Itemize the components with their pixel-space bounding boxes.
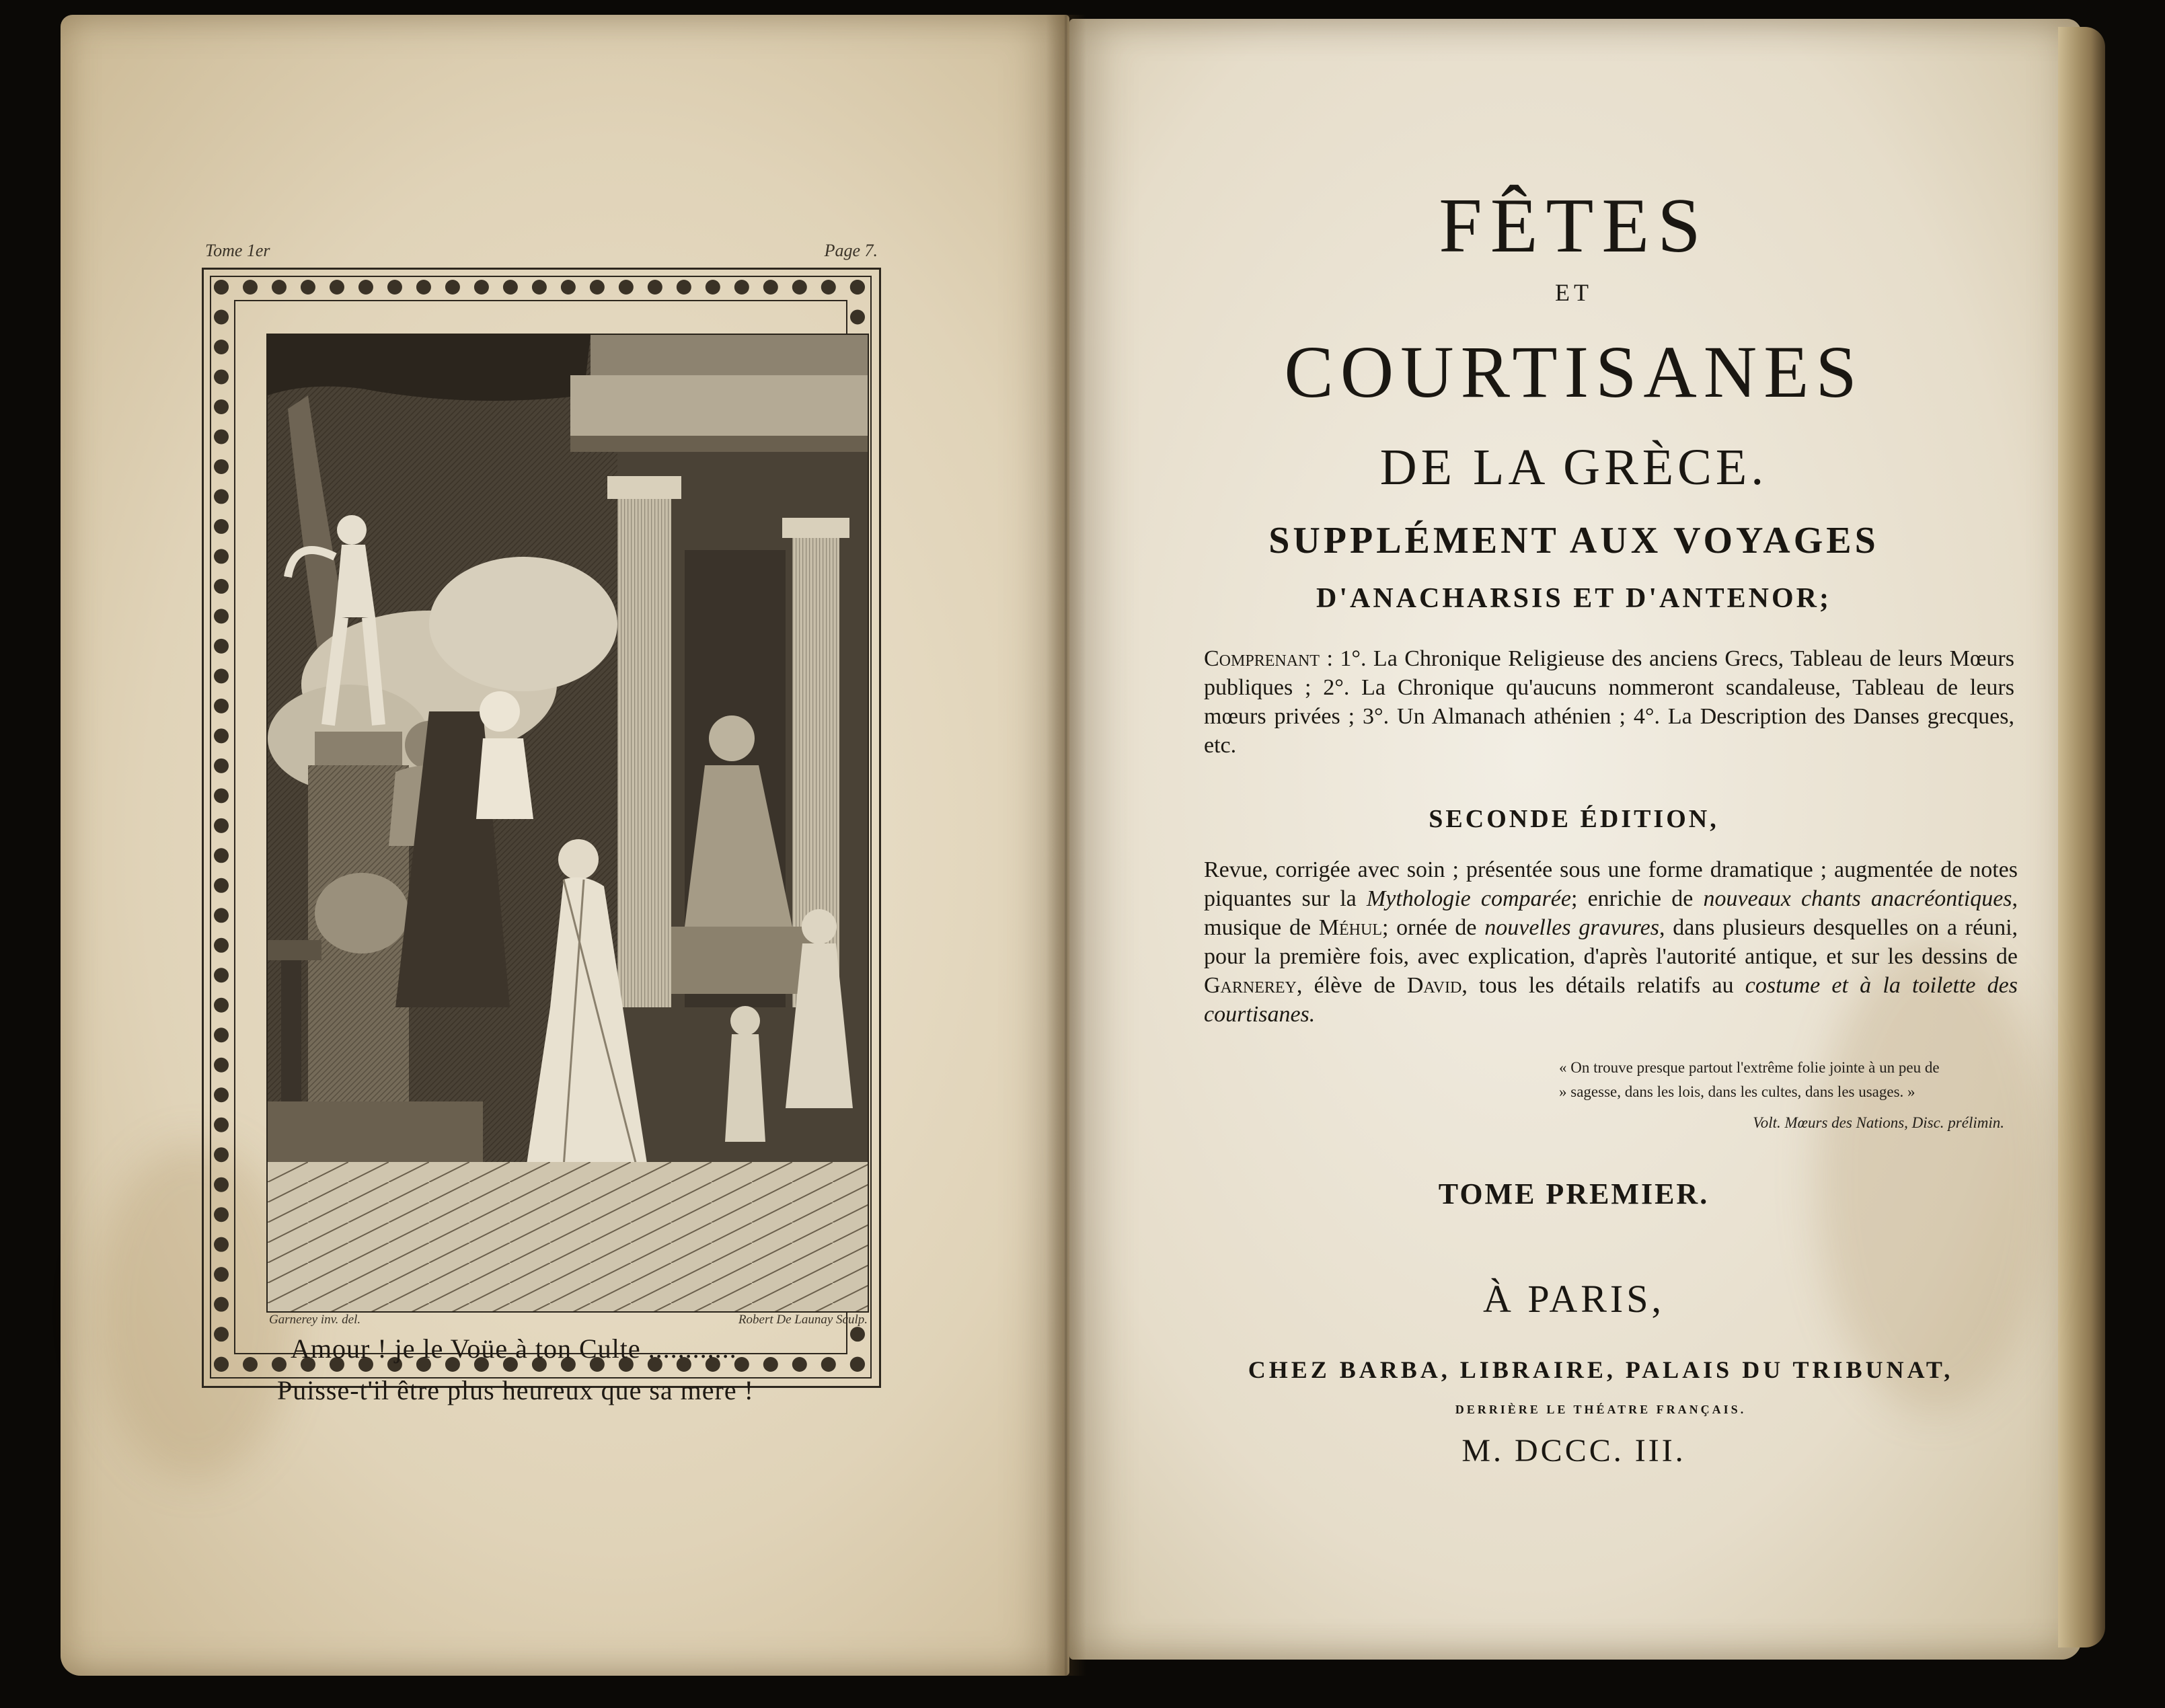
contents-paragraph: [1204, 644, 2014, 760]
artist-name: Garnerey: [1204, 973, 1297, 998]
revision-text: , tous les détails relatifs au: [1461, 973, 1734, 998]
revision-italic: nouveaux chants anacréontiques: [1703, 886, 2012, 911]
revision-italic: Mythologie comparée: [1366, 886, 1571, 911]
plate-caption-line-2: Puisse-t'il être plus heureux que sa mere !: [277, 1375, 754, 1405]
comprenant-text: 1°. La Chronique Religieuse des anciens Grecs, Tableau de leurs Mœurs publiques ; 2°. La Chronique qu'aucuns nommeront scandaleuse, Tableau de leurs mœurs privées ; 3°. Un Almanach athénien ; 4°. La Description des Danses grecques, etc.: [1204, 646, 2014, 758]
revision-text: ; enrichie de: [1570, 886, 1694, 911]
book-gutter: [1046, 15, 1086, 1676]
revision-text: ; ornée de: [1382, 915, 1477, 940]
title-fetes: FÊTES: [1439, 183, 1709, 269]
master-name: David: [1406, 973, 1462, 998]
edition-label: SECONDE ÉDITION,: [1429, 805, 1719, 833]
engraving-engraver-credit: Robert De Launay Sculp.: [738, 1313, 868, 1327]
revision-text: , élève de: [1296, 973, 1396, 998]
revision-text: Revue, corrigée avec soin ; présentée sous une forme dramatique ; augmentée de notes piquantes sur la: [1204, 857, 2018, 911]
revision-italic: costume et à la toilette des courtisanes.: [1204, 973, 2018, 1027]
plate-tome-label: Tome 1er: [205, 241, 270, 260]
subtitle-supplement: SUPPLÉMENT AUX VOYAGES: [1268, 520, 1879, 561]
title-et: ET: [1555, 279, 1593, 306]
revision-text: , musique de: [1204, 886, 2018, 940]
epigraph-line-1: « On trouve presque partout l'extrême folie jointe à un peu de: [1559, 1059, 1940, 1076]
subtitle-anacharsis: D'ANACHARSIS ET D'ANTENOR;: [1316, 583, 1831, 614]
imprint-city: À PARIS,: [1483, 1277, 1665, 1321]
engraving-scene: [268, 335, 868, 1311]
page-stack-edge: [2058, 27, 2105, 1647]
volume-label: TOME PREMIER.: [1438, 1177, 1710, 1210]
composer-name: Méhul: [1318, 915, 1382, 940]
comprenant-label: Comprenant :: [1204, 646, 1333, 671]
title-de-la-grece: DE LA GRÈCE.: [1379, 439, 1768, 496]
title-courtisanes: COURTISANES: [1284, 331, 1864, 413]
plate-page-label: Page 7.: [824, 241, 878, 260]
engraving-illustration: [266, 334, 869, 1313]
revision-italic: nouvelles gravures: [1484, 915, 1659, 940]
epigraph-source: Volt. Mœurs des Nations, Disc. prélimin.: [1753, 1114, 2004, 1131]
epigraph-line-2: » sagesse, dans les lois, dans les cultes, dans les usages. »: [1559, 1083, 1915, 1100]
imprint-year: M. DCCC. III.: [1461, 1433, 1686, 1469]
imprint-address: DERRIÈRE LE THÉATRE FRANÇAIS.: [1455, 1403, 1747, 1416]
engraving-designer-credit: Garnerey inv. del.: [269, 1313, 361, 1327]
imprint-publisher: CHEZ BARBA, LIBRAIRE, PALAIS DU TRIBUNAT,: [1248, 1356, 1954, 1383]
revision-text: , dans plusieurs desquelles on a réuni, pour la première fois, avec explication, d'après l'autorité antique, et sur les dessins de: [1204, 915, 2018, 969]
plate-caption-line-1: Amour ! je le Voüe à ton Culte ............: [291, 1333, 737, 1364]
revision-paragraph: [1204, 855, 2018, 1029]
